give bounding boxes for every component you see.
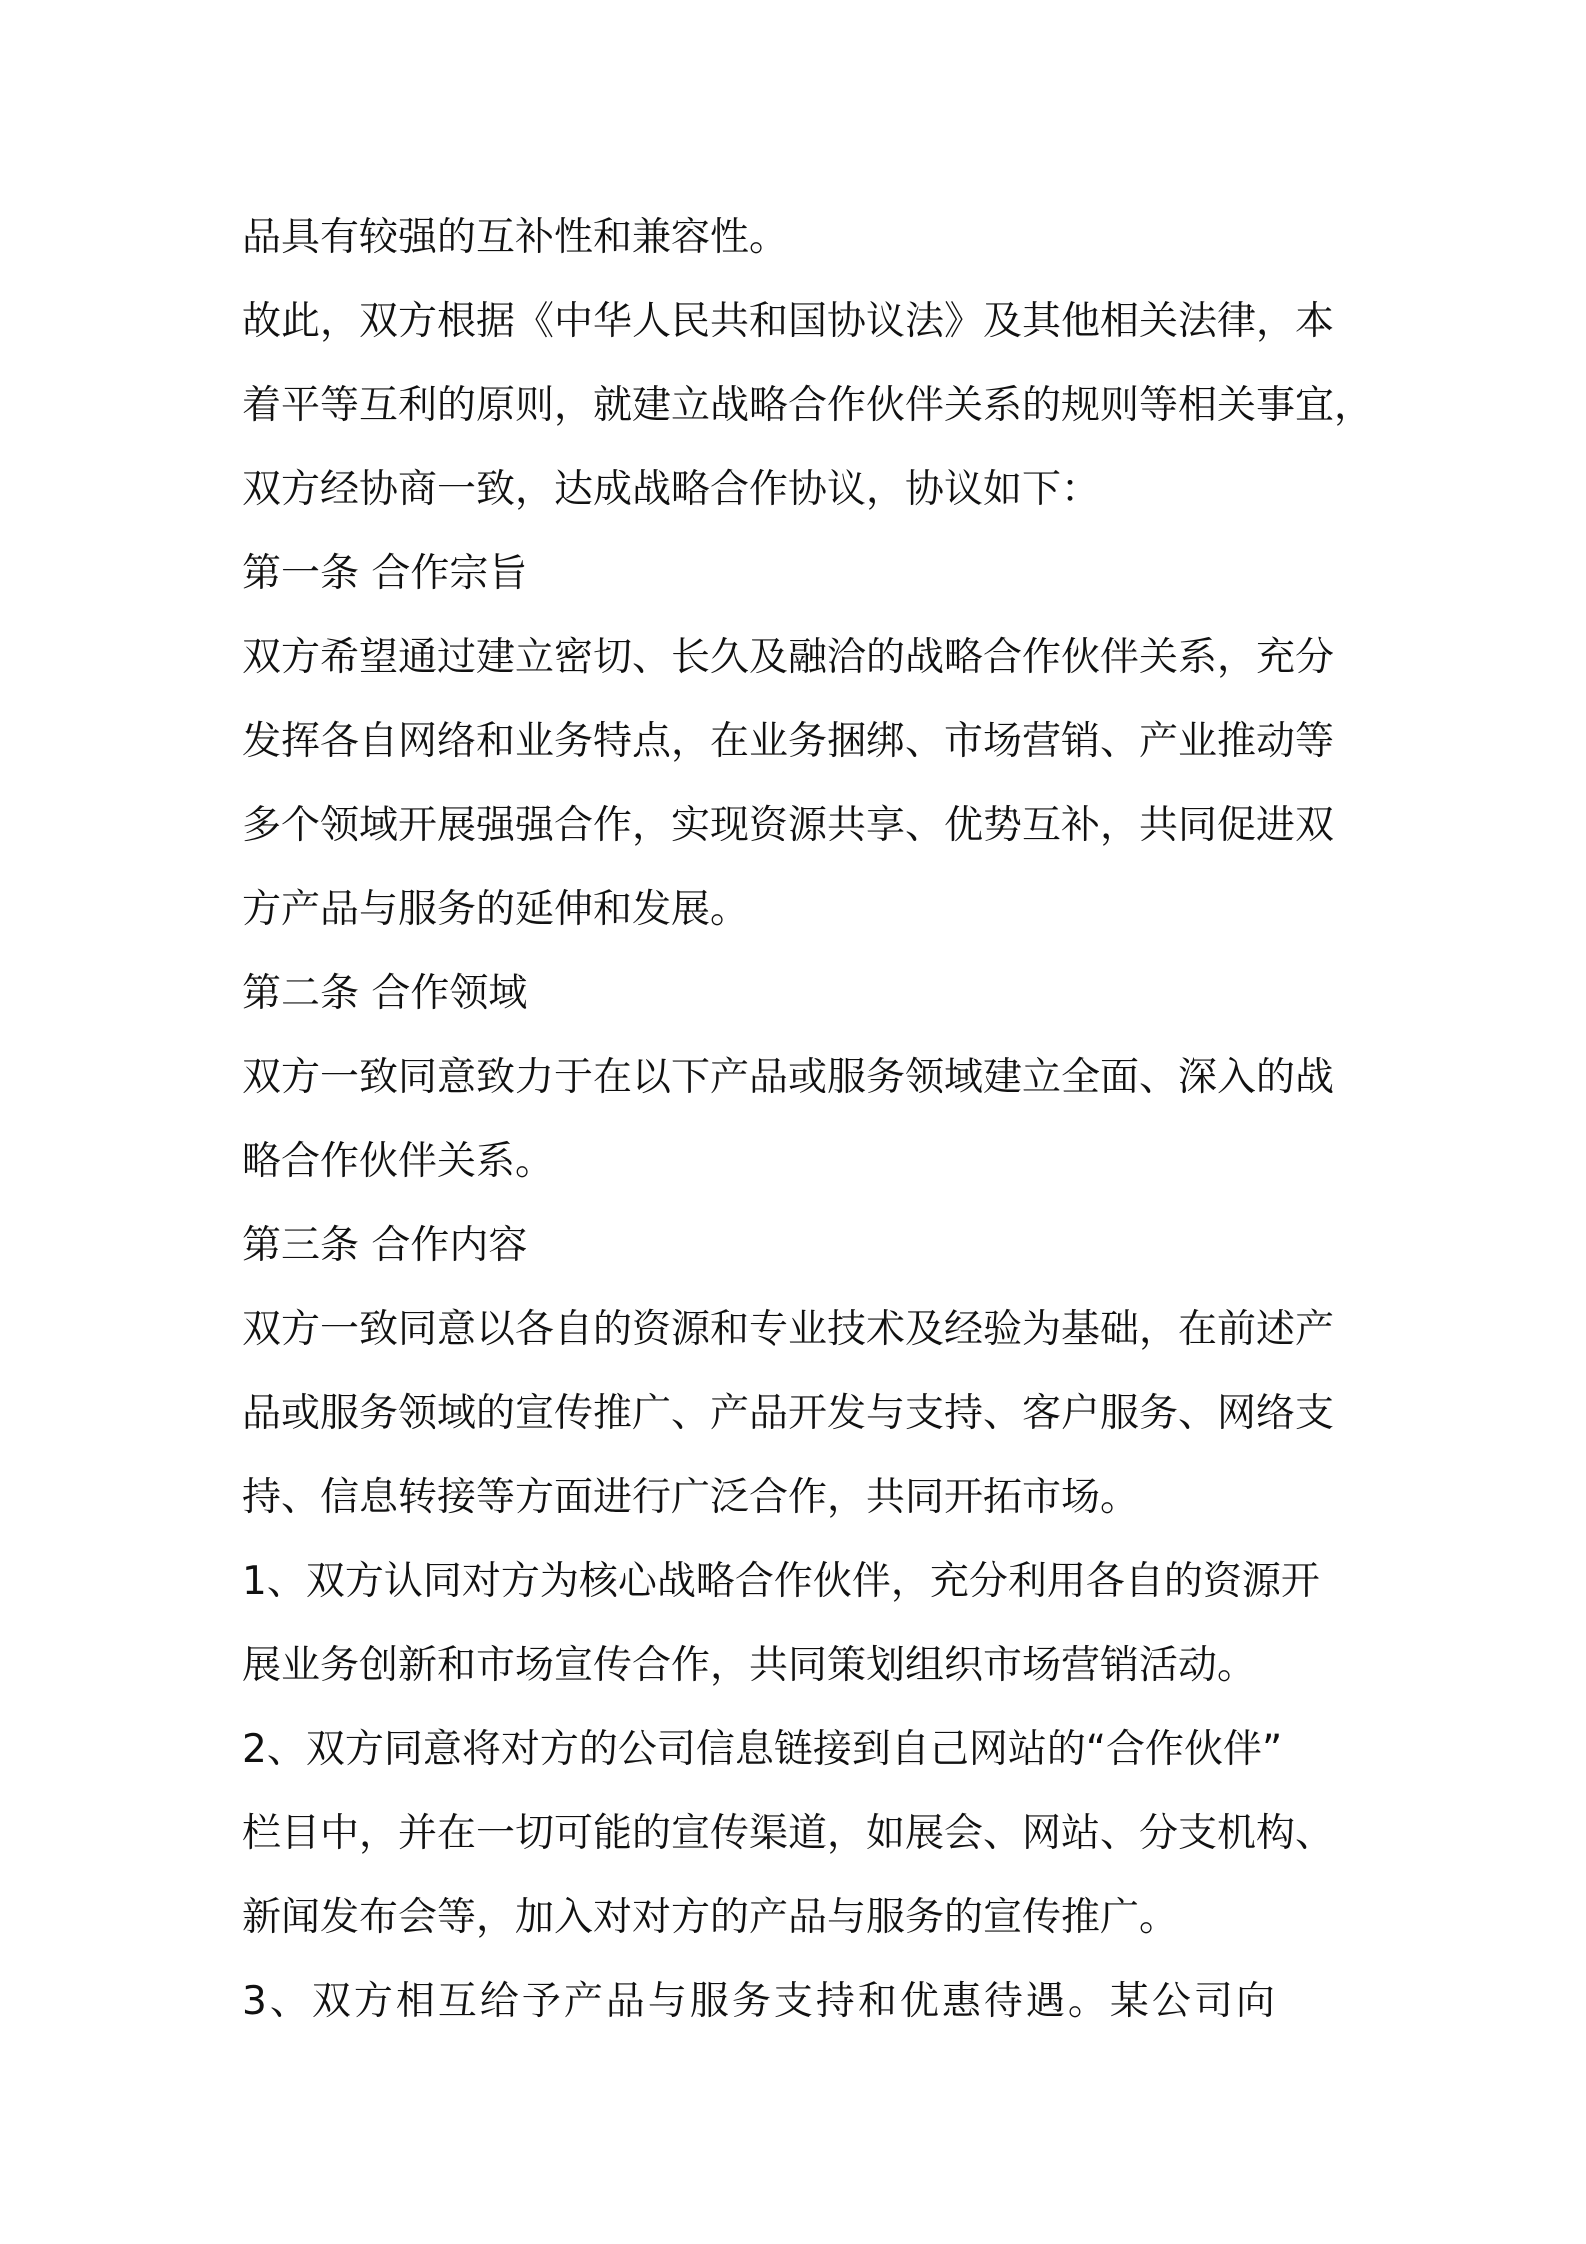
list-item-1-line: 1、双方认同对方为核心战略合作伙伴，充分利用各自的资源开 bbox=[242, 1559, 1320, 1604]
list-item-2-line: 新闻发布会等，加入对对方的产品与服务的宣传推广。 bbox=[242, 1895, 1179, 1940]
paragraph-line: 双方希望通过建立密切、长久及融洽的战略合作伙伴关系，充分 bbox=[242, 635, 1335, 680]
list-item-2-line: 栏目中，并在一切可能的宣传渠道，如展会、网站、分支机构、 bbox=[242, 1811, 1335, 1856]
paragraph-line: 品或服务领域的宣传推广、产品开发与支持、客户服务、网络支 bbox=[242, 1391, 1335, 1436]
paragraph-line: 方产品与服务的延伸和发展。 bbox=[242, 887, 750, 932]
list-item-2-line: 2、双方同意将对方的公司信息链接到自己网站的“合作伙伴” bbox=[242, 1727, 1283, 1772]
list-item-3-line: 3、双方相互给予产品与服务支持和优惠待遇。某公司向 bbox=[242, 1979, 1278, 2024]
paragraph-line: 着平等互利的原则，就建立战略合作伙伴关系的规则等相关事宜， bbox=[242, 383, 1374, 428]
agreement-body bbox=[242, 196, 1374, 2044]
article-3-heading: 第三条 合作内容 bbox=[242, 1223, 528, 1268]
paragraph-line: 持、信息转接等方面进行广泛合作，共同开拓市场。 bbox=[242, 1475, 1140, 1520]
paragraph-line: 发挥各自网络和业务特点，在业务捆绑、市场营销、产业推动等 bbox=[242, 719, 1335, 764]
article-2-heading: 第二条 合作领域 bbox=[242, 971, 528, 1016]
paragraph-line: 故此，双方根据《中华人民共和国协议法》及其他相关法律，本 bbox=[242, 299, 1335, 344]
paragraph-line: 双方经协商一致，达成战略合作协议，协议如下： bbox=[242, 467, 1101, 512]
paragraph-line: 略合作伙伴关系。 bbox=[242, 1139, 555, 1184]
paragraph-line: 双方一致同意致力于在以下产品或服务领域建立全面、深入的战 bbox=[242, 1055, 1335, 1100]
list-item-1-line: 展业务创新和市场宣传合作，共同策划组织市场营销活动。 bbox=[242, 1643, 1257, 1688]
paragraph-line: 双方一致同意以各自的资源和专业技术及经验为基础，在前述产 bbox=[242, 1307, 1335, 1352]
paragraph-line: 品具有较强的互补性和兼容性。 bbox=[242, 215, 789, 260]
article-1-heading: 第一条 合作宗旨 bbox=[242, 551, 528, 596]
paragraph-line: 多个领域开展强强合作，实现资源共享、优势互补，共同促进双 bbox=[242, 803, 1335, 848]
